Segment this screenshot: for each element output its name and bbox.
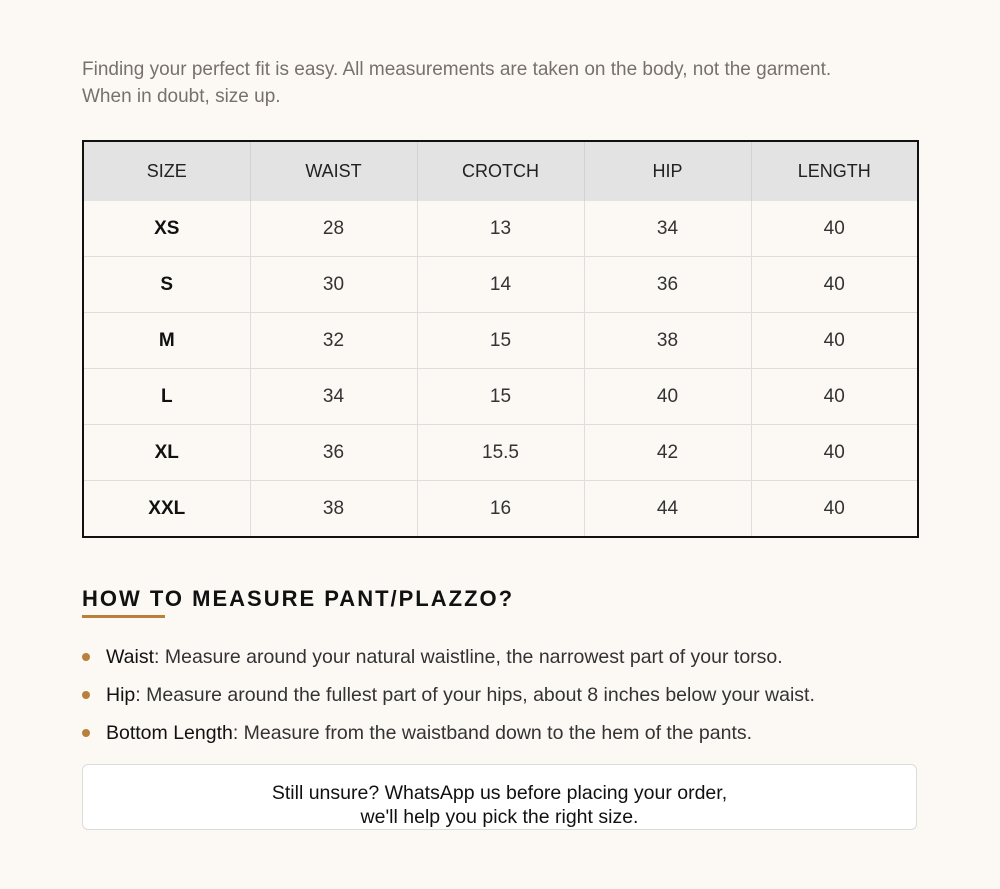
table-header-row (83, 141, 918, 201)
crotch-cell: 15 (417, 313, 584, 369)
header-length: LENGTH (751, 141, 918, 201)
hip-cell: 44 (584, 481, 751, 538)
waist-cell: 38 (250, 481, 417, 538)
bullet-dot-icon (82, 691, 90, 699)
list-item (82, 720, 942, 758)
crotch-cell: 13 (417, 201, 584, 257)
hip-cell: 36 (584, 257, 751, 313)
header-size: SIZE (83, 141, 250, 201)
bullet-dot-icon (82, 729, 90, 737)
list-item (82, 644, 942, 682)
header-crotch: CROTCH (417, 141, 584, 201)
waist-cell: 32 (250, 313, 417, 369)
hip-cell: 42 (584, 425, 751, 481)
size-cell: M (83, 313, 250, 369)
measure-text: : Measure around your natural waistline, the narrowest part of your torso. (154, 646, 783, 668)
hip-cell: 40 (584, 369, 751, 425)
hip-cell: 38 (584, 313, 751, 369)
hip-cell: 34 (584, 201, 751, 257)
header-waist: WAIST (250, 141, 417, 201)
length-cell: 40 (751, 369, 918, 425)
measure-text: : Measure from the waistband down to the hem of the pants. (232, 722, 753, 744)
crotch-cell: 14 (417, 257, 584, 313)
size-cell: XXL (83, 481, 250, 538)
measure-term: Bottom Length (106, 722, 233, 744)
measure-term: Hip (106, 684, 136, 706)
header-hip: HIP (584, 141, 751, 201)
measure-term: Waist (106, 646, 155, 668)
table-row (83, 313, 918, 369)
title-underline (82, 615, 165, 618)
crotch-cell: 15 (417, 369, 584, 425)
note-line-1: Still unsure? WhatsApp us before placing your order, (271, 782, 728, 804)
note-line-2: we'll help you pick the right size. (360, 806, 639, 828)
size-cell: L (83, 369, 250, 425)
measure-text: : Measure around the fullest part of your hips, about 8 inches below your waist. (135, 684, 815, 706)
measure-list (82, 644, 942, 758)
intro-text: Finding your perfect fit is easy. All measurements are taken on the body, not the garment. When in doubt, size up. (82, 59, 832, 107)
table-row (83, 369, 918, 425)
length-cell: 40 (751, 425, 918, 481)
waist-cell: 30 (250, 257, 417, 313)
length-cell: 40 (751, 257, 918, 313)
help-note-box (82, 764, 917, 830)
table-row (83, 201, 918, 257)
waist-cell: 36 (250, 425, 417, 481)
length-cell: 40 (751, 313, 918, 369)
table-row (83, 257, 918, 313)
waist-cell: 28 (250, 201, 417, 257)
size-cell: XS (83, 201, 250, 257)
section-title: HOW TO MEASURE PANT/PLAZZO? (82, 586, 515, 611)
length-cell: 40 (751, 481, 918, 538)
crotch-cell: 16 (417, 481, 584, 538)
size-chart-table (82, 140, 919, 538)
bullet-dot-icon (82, 653, 90, 661)
waist-cell: 34 (250, 369, 417, 425)
length-cell: 40 (823, 217, 845, 239)
list-item (82, 682, 942, 720)
size-cell: XL (83, 425, 250, 481)
size-cell: S (83, 257, 250, 313)
table-row (83, 481, 918, 538)
crotch-cell: 15.5 (417, 425, 584, 481)
table-row (83, 425, 918, 481)
